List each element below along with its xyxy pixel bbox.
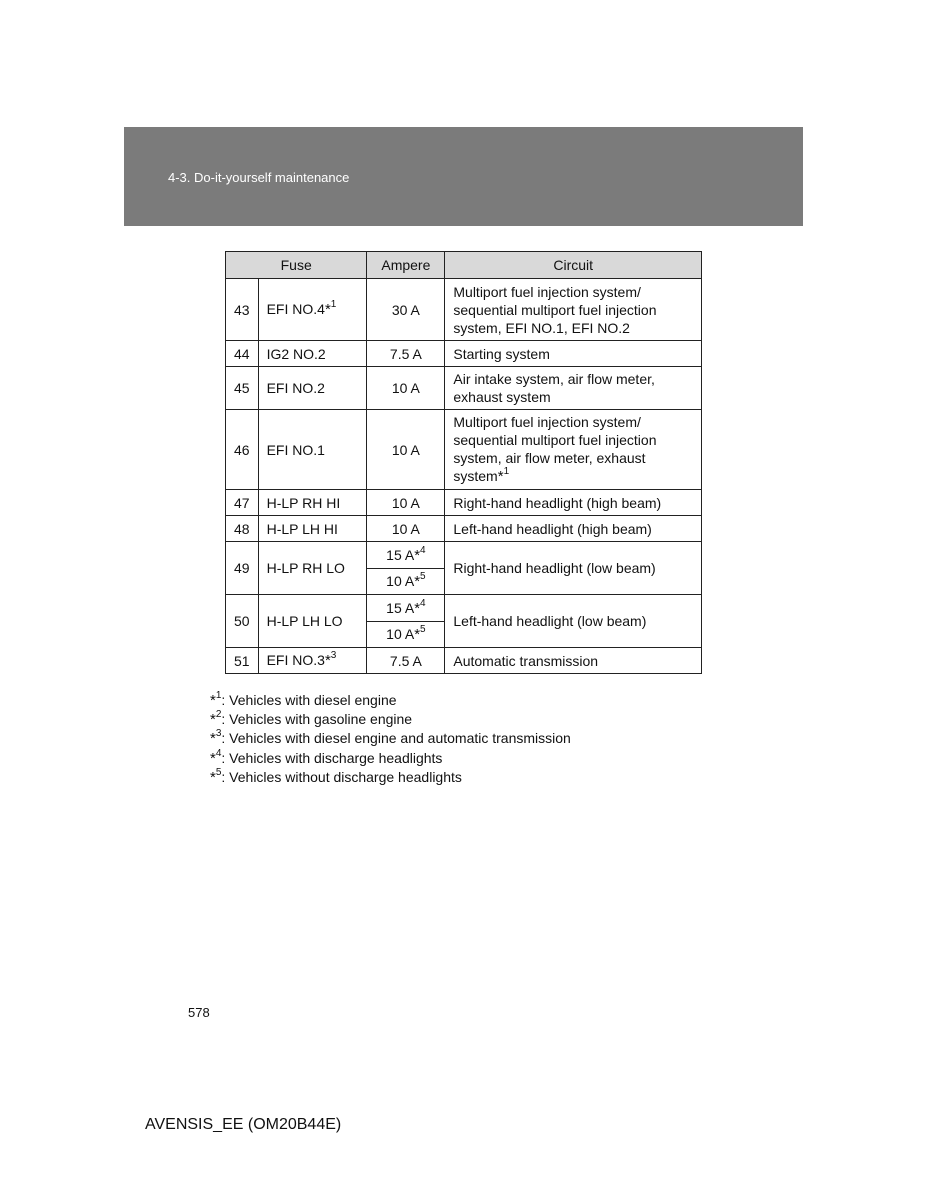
header-circuit: Circuit [445,252,702,279]
fuse-number: 51 [226,648,259,674]
footnote-text: : Vehicles with gasoline engine [221,711,413,728]
footnote-text: : Vehicles with diesel engine [221,692,397,708]
circuit-line: sequential multiport fuel injection [453,301,657,318]
circuit-line: system, EFI NO.1, EFI NO.2 [453,319,630,336]
circuit-line: Air intake system, air flow meter, [453,371,655,387]
section-title: 4-3. Do-it-yourself maintenance [168,170,350,185]
fuse-ampere: 15 A*$^4$ [367,595,445,622]
fuse-number: 44 [226,341,259,367]
fuse-name-text: EFI NO.4 [266,301,325,317]
footnote: *$^4$: Vehicles with discharge headlights [210,747,443,767]
footnote-ref: 4 [420,544,426,556]
fuse-circuit: Left-hand headlight (high beam) [445,516,702,542]
table-row [226,542,702,569]
footnote: *$^2$: Vehicles with gasoline engine [210,709,413,729]
footnote-text: : Vehicles with diesel engine and automatic transmission [221,730,571,747]
table-row [226,279,702,341]
footnotes [210,691,571,787]
fuse-number: 47 [226,490,259,516]
fuse-ampere: 10 A [367,367,445,410]
manual-code: AVENSIS_EE (OM20B44E) [145,1116,342,1133]
fuse-number: 49 [226,542,259,595]
circuit-line: exhaust system [453,389,551,405]
fuse-ampere: 10 A [367,410,445,490]
fuse-name: EFI NO.1 [258,410,367,490]
footnote-text: : Vehicles without discharge headlights [221,768,462,785]
fuse-name: H-LP LH HI [258,516,367,542]
fuse-ampere: 30 A [367,279,445,341]
table-row [226,490,702,516]
circuit-line: sequential multiport fuel injection [453,432,657,448]
fuse-name: H-LP LH LO [258,595,367,648]
footnote-ref: 5 [420,571,426,582]
fuse-circuit: Left-hand headlight (low beam) [445,595,702,648]
footnote-mark: 3 [215,728,222,740]
fuse-name: EFI NO.4*$^1$ [258,279,367,341]
table-row [226,341,702,367]
fuse-number: 45 [226,367,259,410]
fuse-number: 46 [226,410,259,490]
fuse-ampere: 10 A*$^5$ [367,569,445,595]
fuse-number: 50 [226,595,259,648]
footnote-ref: 1 [330,299,337,310]
fuse-ampere: 10 A [367,490,445,516]
fuse-circuit: Starting system [445,341,702,367]
fuse-name-text: EFI NO.3 [266,652,325,668]
ampere-value: 15 A [386,546,415,563]
table-row [226,367,702,410]
ampere-value: 15 A [386,599,415,616]
footnote-mark: 4 [215,747,222,759]
fuse-name: EFI NO.3*$^3$ [258,648,367,674]
fuse-circuit: Right-hand headlight (high beam) [445,490,702,516]
footnote-mark: 5 [215,766,222,778]
footnote: *$^3$: Vehicles with diesel engine and automatic transmission [210,728,571,748]
fuse-circuit [445,367,702,410]
footnote-ref: 1 [503,466,510,477]
footnote-text: : Vehicles with discharge headlights [221,749,443,766]
fuse-name: IG2 NO.2 [258,341,367,367]
table-header-row [226,252,702,279]
circuit-line: Multiport fuel injection system/ [453,414,641,430]
fuse-circuit [445,279,702,341]
page-number: 578 [188,1005,210,1020]
footnote-ref: 3 [330,650,337,661]
table-row [226,410,702,490]
table-row [226,595,702,622]
footnote-mark: 2 [215,709,222,721]
fuse-number: 48 [226,516,259,542]
circuit-line: system [453,468,498,484]
fuse-number: 43 [226,279,259,341]
fuse-table [225,251,702,674]
fuse-circuit: Automatic transmission [445,648,702,674]
fuse-name: EFI NO.2 [258,367,367,410]
fuse-ampere: 7.5 A [367,341,445,367]
circuit-line: system, air flow meter, exhaust [453,450,646,466]
fuse-ampere: 7.5 A [367,648,445,674]
footnote-mark: 1 [215,690,222,701]
fuse-name: H-LP RH HI [258,490,367,516]
header-ampere: Ampere [367,252,445,279]
fuse-name: H-LP RH LO [258,542,367,595]
ampere-value: 10 A [386,573,415,589]
fuse-circuit: Right-hand headlight (low beam) [445,542,702,595]
fuse-ampere: 10 A*$^5$ [367,622,445,648]
fuse-circuit: Multiport fuel injection system/ sequential multiport fuel injection system, air flow meter, exhaust system*$^1$ [445,410,702,490]
table-row [226,648,702,674]
table-row [226,516,702,542]
header-fuse: Fuse [226,252,367,279]
footnote-ref: 4 [420,597,426,609]
footnote: *$^5$: Vehicles without discharge headlights [210,766,462,786]
fuse-ampere: 15 A*$^4$ [367,542,445,569]
footnote: *$^1$: Vehicles with diesel engine [210,690,397,709]
footnote-ref: 5 [420,624,426,635]
fuse-ampere: 10 A [367,516,445,542]
circuit-line: Multiport fuel injection system/ [453,283,641,300]
ampere-value: 10 A [386,626,415,642]
section-header-band [124,127,803,226]
